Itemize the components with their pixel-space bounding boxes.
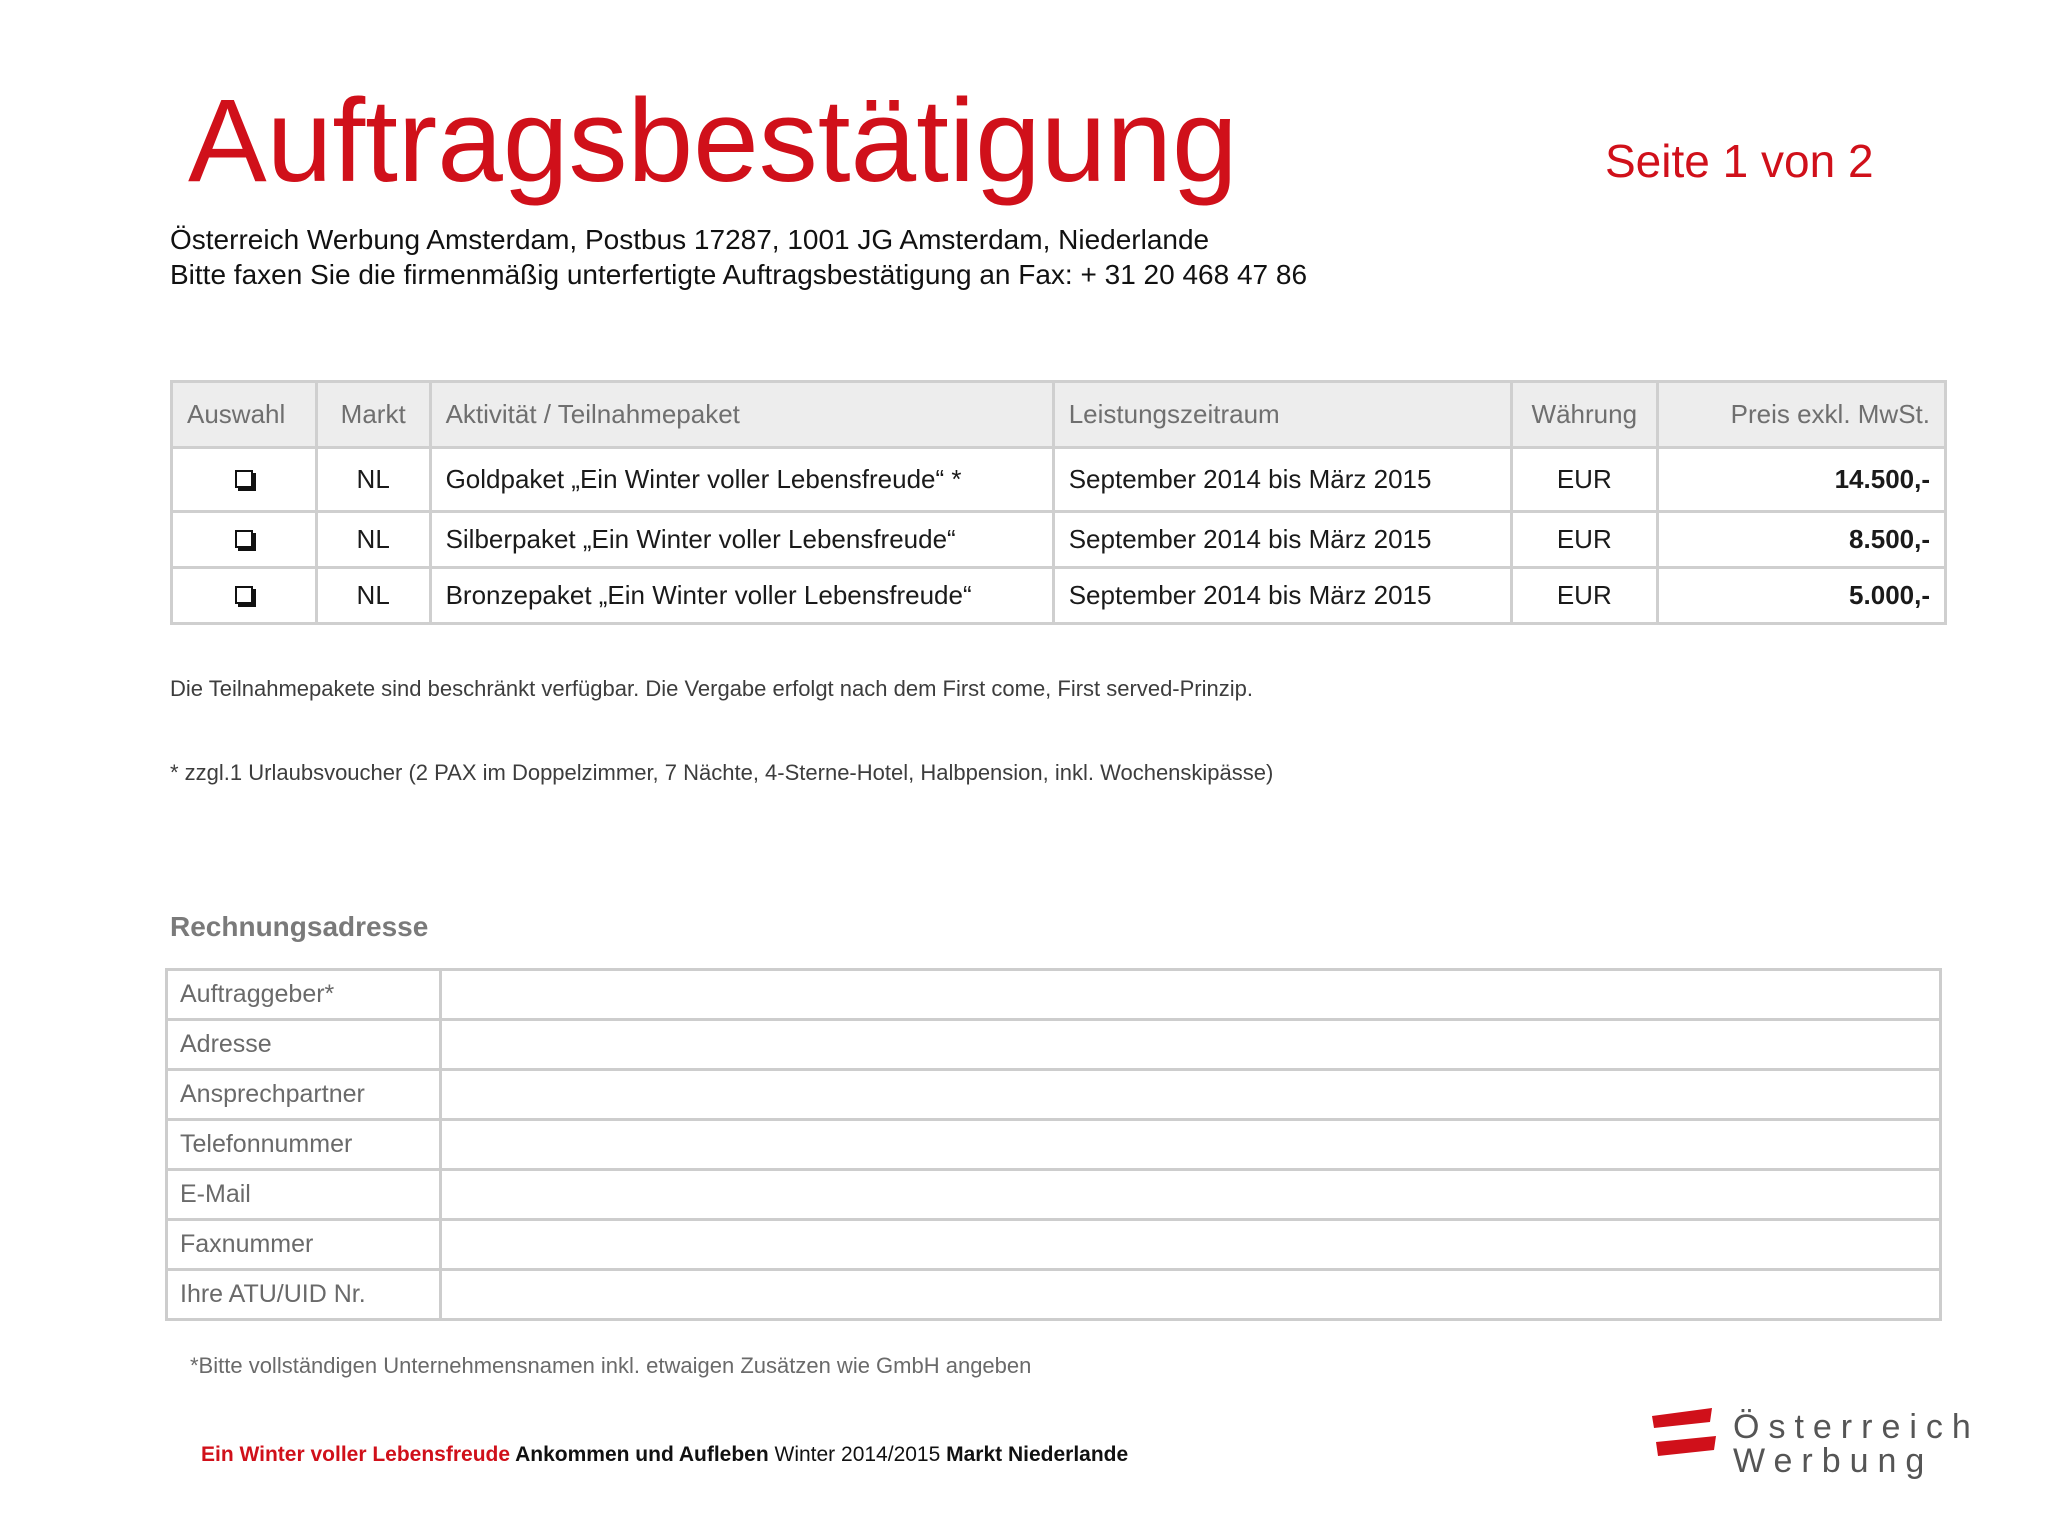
table-row (172, 512, 1946, 568)
field-label: Telefonnummer (167, 1120, 441, 1170)
sender-block (170, 222, 1307, 292)
currency-cell: EUR (1511, 568, 1657, 624)
page-title: Auftragsbestätigung (188, 75, 1238, 207)
price-cell: 14.500,- (1657, 448, 1945, 512)
market-cell: NL (316, 568, 430, 624)
field-label: Ihre ATU/UID Nr. (167, 1270, 441, 1320)
period-cell: September 2014 bis März 2015 (1053, 568, 1511, 624)
table-row (172, 448, 1946, 512)
column-header-leistungszeitraum: Leistungszeitraum (1053, 382, 1511, 448)
package-cell: Bronzepaket „Ein Winter voller Lebensfreude“ (430, 568, 1053, 624)
table-row (172, 568, 1946, 624)
logo-wordmark (1733, 1410, 1980, 1478)
package-table-header (172, 382, 1946, 448)
footer-slogan: Ankommen und Aufleben (510, 1443, 769, 1466)
column-header-auswahl: Auswahl (172, 382, 317, 448)
field-label: Adresse (167, 1020, 441, 1070)
email-field[interactable] (441, 1170, 1941, 1220)
column-header-markt: Markt (316, 382, 430, 448)
select-cell[interactable] (172, 512, 317, 568)
footer-line (201, 1443, 1128, 1467)
form-row (167, 1070, 1941, 1120)
form-row (167, 970, 1941, 1020)
uid-number-field[interactable] (441, 1270, 1941, 1320)
footer-campaign: Ein Winter voller Lebensfreude (201, 1443, 511, 1466)
period-cell: September 2014 bis März 2015 (1053, 512, 1511, 568)
ansprechpartner-field[interactable] (441, 1070, 1941, 1120)
sender-address: Österreich Werbung Amsterdam, Postbus 17287, 1001 JG Amsterdam, Niederlande (170, 224, 1210, 255)
period-cell: September 2014 bis März 2015 (1053, 448, 1511, 512)
fax-instruction: Bitte faxen Sie die firmenmäßig unterfertigte Auftragsbestätigung an Fax: + 31 20 468 47 86 (170, 259, 1308, 290)
footer-season: Winter 2014/2015 (768, 1443, 941, 1466)
billing-heading: Rechnungsadresse (170, 911, 429, 942)
form-row (167, 1170, 1941, 1220)
market-cell: NL (316, 448, 430, 512)
price-cell: 8.500,- (1657, 512, 1945, 568)
package-checkbox[interactable] (235, 586, 253, 604)
column-header-aktivitaet: Aktivität / Teilnahmepaket (430, 382, 1053, 448)
adresse-field[interactable] (441, 1020, 1941, 1070)
voucher-note: * zzgl.1 Urlaubsvoucher (2 PAX im Doppelzimmer, 7 Nächte, 4-Sterne-Hotel, Halbpension, inkl. Wochenskipässe) (170, 760, 1274, 785)
auftraggeber-field[interactable] (441, 970, 1941, 1020)
faxnummer-field[interactable] (441, 1220, 1941, 1270)
logo-flag-stripe-top (1652, 1408, 1712, 1428)
select-cell[interactable] (172, 568, 317, 624)
field-label: E-Mail (167, 1170, 441, 1220)
currency-cell: EUR (1511, 512, 1657, 568)
package-cell: Silberpaket „Ein Winter voller Lebensfreude“ (430, 512, 1053, 568)
logo-flag-stripe-bottom (1656, 1436, 1716, 1456)
column-header-preis: Preis exkl. MwSt. (1657, 382, 1945, 448)
telefonnummer-field[interactable] (441, 1120, 1941, 1170)
package-table (170, 380, 1947, 625)
price-cell: 5.000,- (1657, 568, 1945, 624)
package-checkbox[interactable] (235, 470, 253, 488)
company-name-footnote: *Bitte vollständigen Unternehmensnamen inkl. etwaigen Zusätzen wie GmbH angeben (190, 1353, 1032, 1378)
form-row (167, 1220, 1941, 1270)
currency-cell: EUR (1511, 448, 1657, 512)
field-label: Auftraggeber* (167, 970, 441, 1020)
logo-line2: Werbung (1733, 1442, 1934, 1480)
availability-note: Die Teilnahmepakete sind beschränkt verfügbar. Die Vergabe erfolgt nach dem First come, First served-Prinzip. (170, 676, 1253, 701)
column-header-waehrung: Währung (1511, 382, 1657, 448)
logo-line1: Österreich (1733, 1408, 1980, 1446)
package-checkbox[interactable] (235, 530, 253, 548)
package-cell: Goldpaket „Ein Winter voller Lebensfreude“ * (430, 448, 1053, 512)
footer-market: Markt Niederlande (940, 1443, 1129, 1466)
market-cell: NL (316, 512, 430, 568)
form-row (167, 1020, 1941, 1070)
form-row (167, 1270, 1941, 1320)
billing-form (165, 968, 1942, 1321)
field-label: Faxnummer (167, 1220, 441, 1270)
page-indicator: Seite 1 von 2 (1605, 135, 1874, 187)
select-cell[interactable] (172, 448, 317, 512)
field-label: Ansprechpartner (167, 1070, 441, 1120)
form-row (167, 1120, 1941, 1170)
